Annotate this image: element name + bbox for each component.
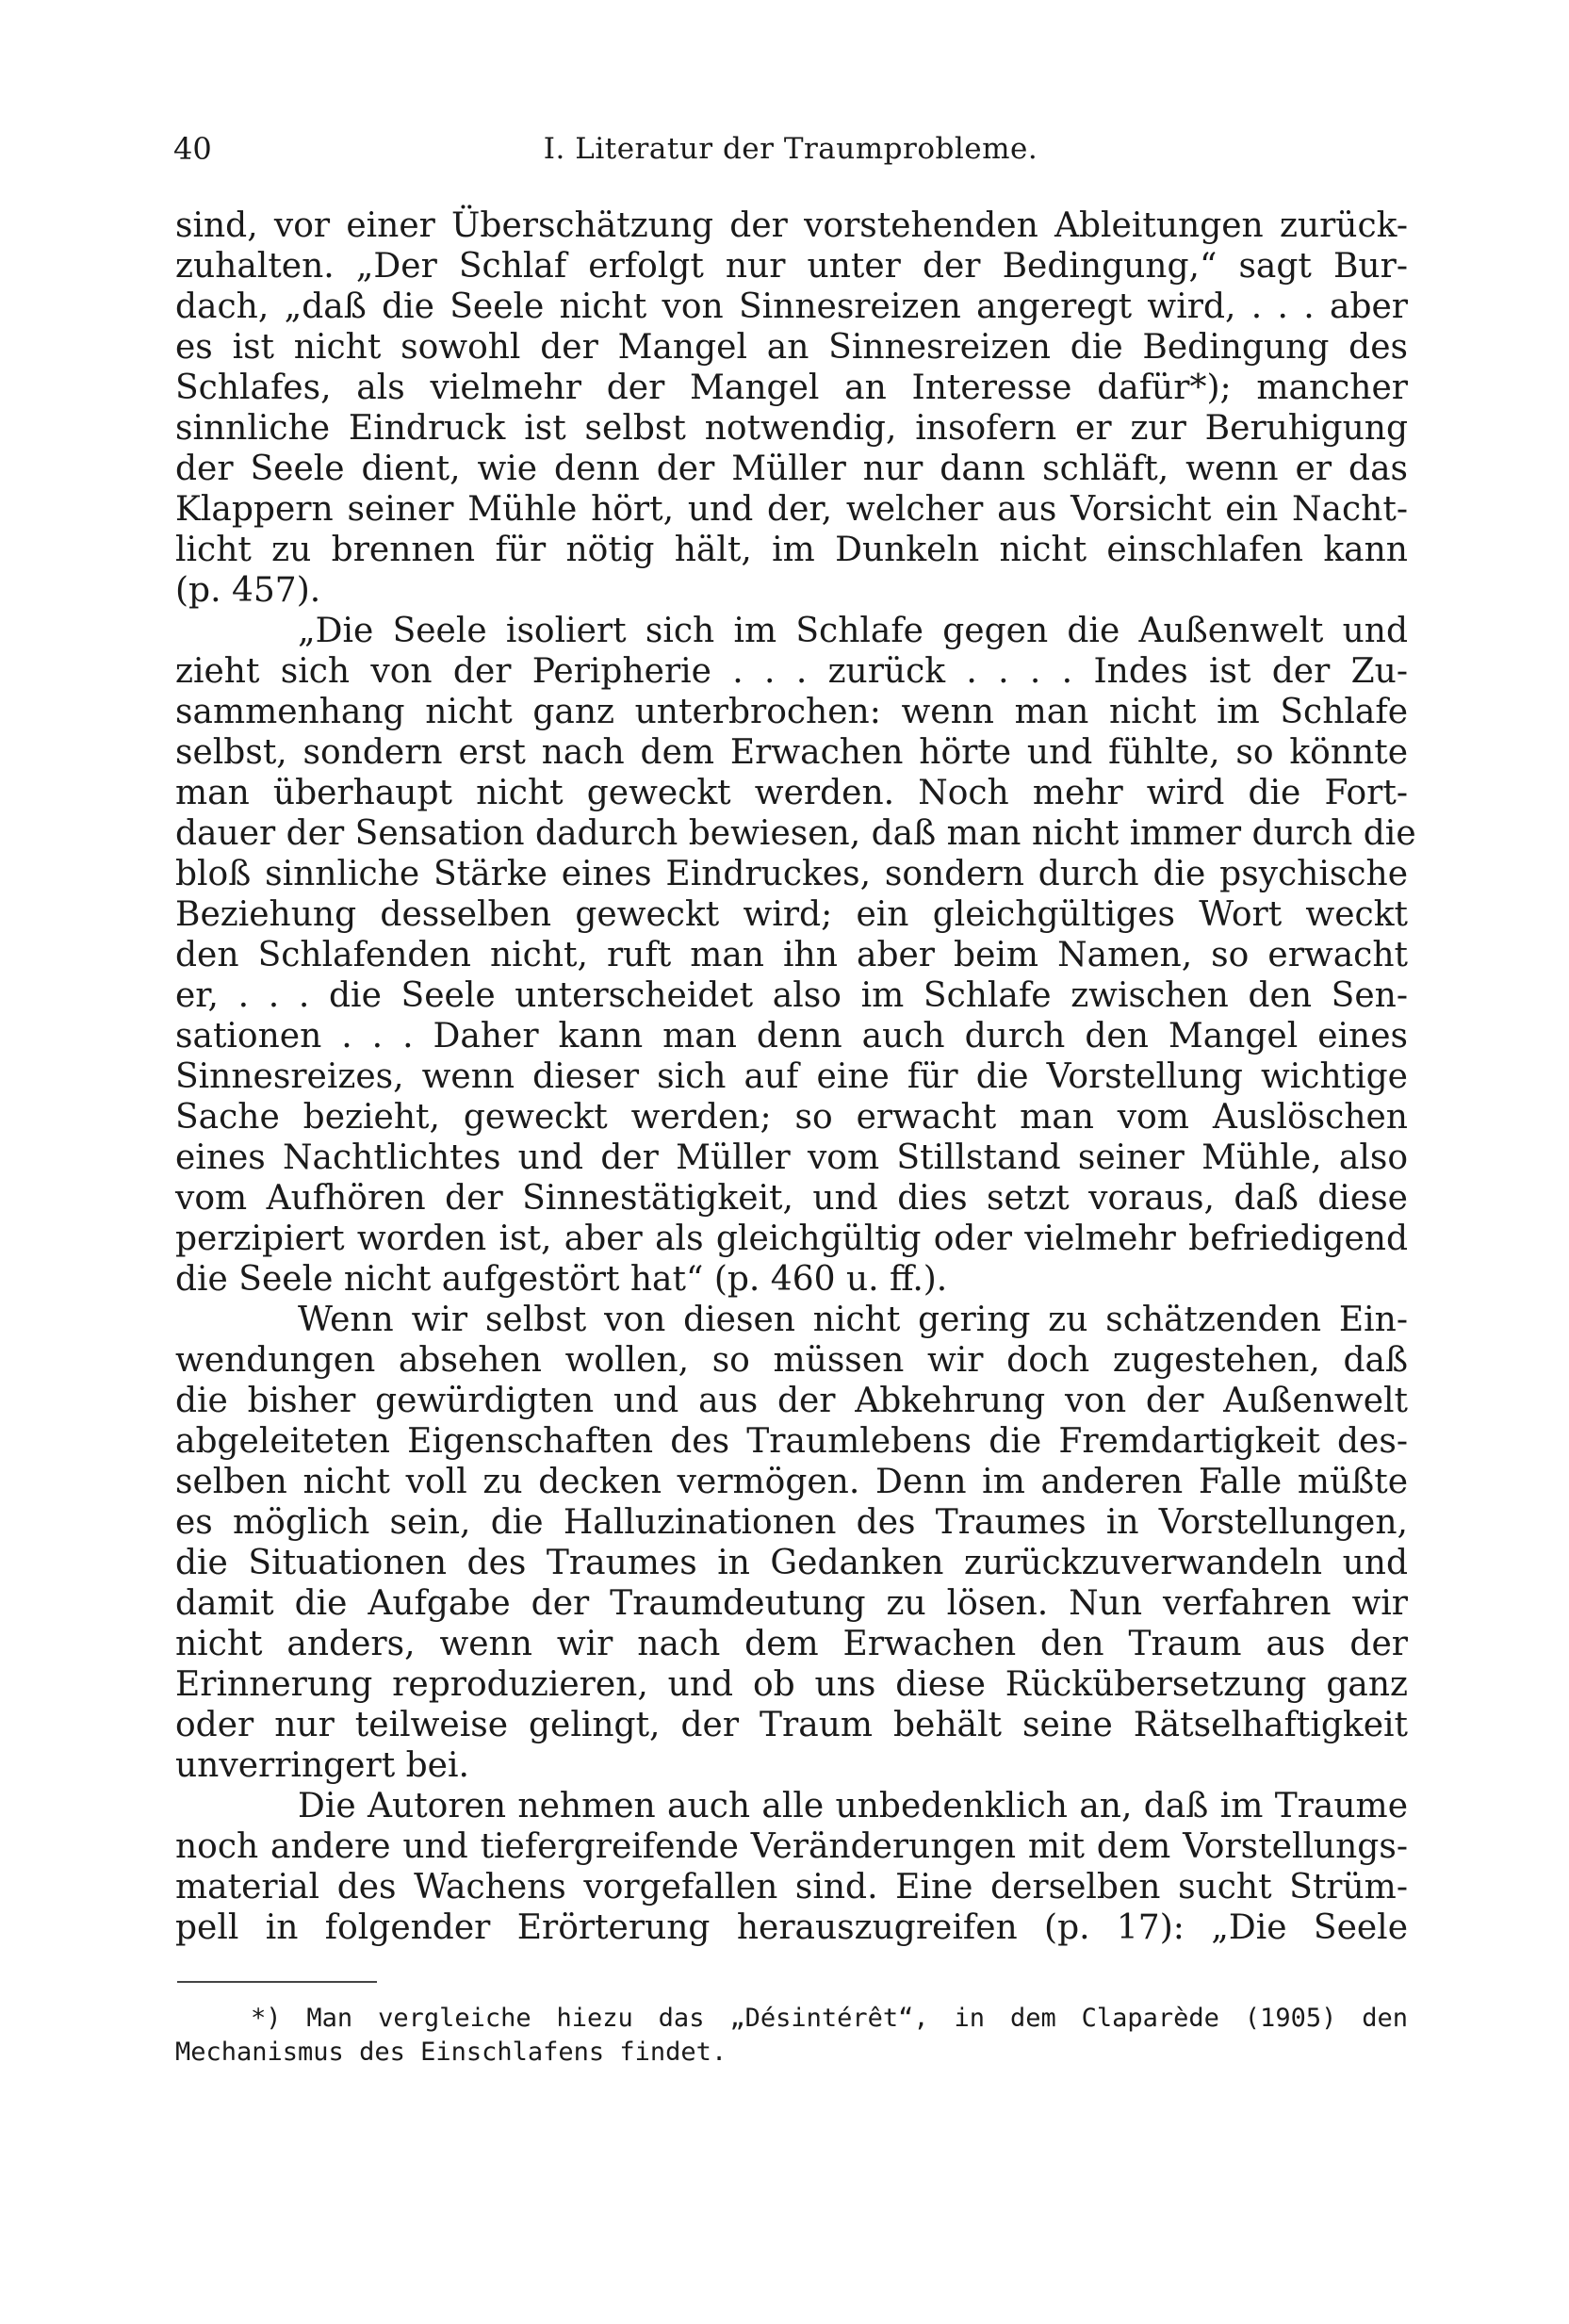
- text-line: eines Nachtlichtes und der Müller vom Stillstand seiner Mühle, also: [175, 1138, 1408, 1177]
- text-line: noch andere und tiefergreifende Veränderungen mit dem Vorstellungs-: [175, 1827, 1408, 1866]
- text-line: damit die Aufgabe der Traumdeutung zu lösen. Nun verfahren wir: [175, 1584, 1408, 1623]
- footnote-divider: [177, 1981, 377, 1983]
- text-line: Klappern seiner Mühle hört, und der, welcher aus Vorsicht ein Nacht-: [175, 490, 1408, 529]
- text-line: die bisher gewürdigten und aus der Abkehrung von der Außenwelt: [175, 1382, 1408, 1420]
- footnote-line: *) Man vergleiche hiezu das „Désintérêt“, in dem Claparède (1905) den: [251, 2004, 1408, 2033]
- text-line: pell in folgender Erörterung herauszugreifen (p. 17): „Die Seele: [175, 1908, 1408, 1947]
- running-head: I. Literatur der Traumprobleme.: [543, 132, 1038, 166]
- text-line: sationen . . . Daher kann man denn auch durch den Mangel eines: [175, 1017, 1408, 1056]
- text-line: unverringert bei.: [175, 1746, 469, 1785]
- text-line: bloß sinnliche Stärke eines Eindruckes, sondern durch die psychische: [175, 855, 1408, 893]
- text-line: es möglich sein, die Halluzinationen des Traumes in Vorstellungen,: [175, 1503, 1408, 1542]
- text-line: material des Wachens vorgefallen sind. Eine derselben sucht Strüm-: [175, 1868, 1408, 1907]
- text-line: dach, „daß die Seele nicht von Sinnesreizen angeregt wird, . . . aber: [175, 287, 1408, 326]
- text-line: „Die Seele isoliert sich im Schlafe gegen die Außenwelt und: [298, 612, 1408, 650]
- text-line: sammenhang nicht ganz unterbrochen: wenn man nicht im Schlafe: [175, 693, 1408, 731]
- text-line: vom Aufhören der Sinnestätigkeit, und dies setzt voraus, daß diese: [175, 1179, 1408, 1218]
- text-line: zuhalten. „Der Schlaf erfolgt nur unter der Bedingung,“ sagt Bur-: [175, 247, 1408, 286]
- text-line: es ist nicht sowohl der Mangel an Sinnesreizen die Bedingung des: [175, 328, 1408, 367]
- text-line: oder nur teilweise gelingt, der Traum behält seine Rätselhaftigkeit: [175, 1706, 1408, 1744]
- page-header: [173, 126, 1408, 172]
- text-line: selben nicht voll zu decken vermögen. Denn im anderen Falle müßte: [175, 1463, 1408, 1501]
- text-line: Beziehung desselben geweckt wird; ein gleichgültiges Wort weckt: [175, 895, 1408, 934]
- text-line: man überhaupt nicht geweckt werden. Noch mehr wird die Fort-: [175, 774, 1408, 812]
- text-line: sinnliche Eindruck ist selbst notwendig, insofern er zur Beruhigung: [175, 409, 1408, 448]
- text-line: die Seele nicht aufgestört hat“ (p. 460 u. ff.).: [175, 1260, 948, 1299]
- text-line: dauer der Sensation dadurch bewiesen, daß man nicht immer durch die: [175, 814, 1416, 853]
- text-line: Wenn wir selbst von diesen nicht gering zu schätzenden Ein-: [298, 1301, 1408, 1339]
- text-line: zieht sich von der Peripherie . . . zurück . . . . Indes ist der Zu-: [175, 652, 1408, 691]
- text-line: er, . . . die Seele unterscheidet also im Schlafe zwischen den Sen-: [175, 976, 1408, 1015]
- text-line: Die Autoren nehmen auch alle unbedenklich an, daß im Traume: [298, 1787, 1408, 1825]
- footnote: [175, 2002, 1408, 2070]
- text-line: den Schlafenden nicht, ruft man ihn aber beim Namen, so erwacht: [175, 936, 1408, 974]
- text-line: der Seele dient, wie denn der Müller nur dann schläft, wenn er das: [175, 450, 1408, 488]
- text-line: nicht anders, wenn wir nach dem Erwachen den Traum aus der: [175, 1625, 1408, 1663]
- page-number: 40: [173, 131, 212, 167]
- footnote-line: Mechanismus des Einschlafens findet.: [175, 2038, 727, 2067]
- text-line: Sinnesreizes, wenn dieser sich auf eine für die Vorstellung wichtige: [175, 1057, 1408, 1096]
- text-line: selbst, sondern erst nach dem Erwachen hörte und fühlte, so könnte: [175, 733, 1408, 772]
- text-line: licht zu brennen für nötig hält, im Dunkeln nicht einschlafen kann: [175, 531, 1408, 569]
- text-line: (p. 457).: [175, 571, 321, 610]
- text-line: Erinnerung reproduzieren, und ob uns diese Rückübersetzung ganz: [175, 1665, 1408, 1704]
- text-line: sind, vor einer Überschätzung der vorstehenden Ableitungen zurück-: [175, 206, 1408, 245]
- text-line: Schlafes, als vielmehr der Mangel an Interesse dafür*); mancher: [175, 368, 1408, 407]
- text-line: abgeleiteten Eigenschaften des Traumlebens die Fremdartigkeit des-: [175, 1422, 1408, 1461]
- text-line: wendungen absehen wollen, so müssen wir doch zugestehen, daß: [175, 1341, 1408, 1380]
- text-line: Sache bezieht, geweckt werden; so erwacht man vom Auslöschen: [175, 1098, 1408, 1137]
- body-text: [175, 205, 1416, 1948]
- text-line: perzipiert worden ist, aber als gleichgültig oder vielmehr befriedigend: [175, 1219, 1408, 1258]
- text-line: die Situationen des Traumes in Gedanken zurückzuverwandeln und: [175, 1544, 1408, 1582]
